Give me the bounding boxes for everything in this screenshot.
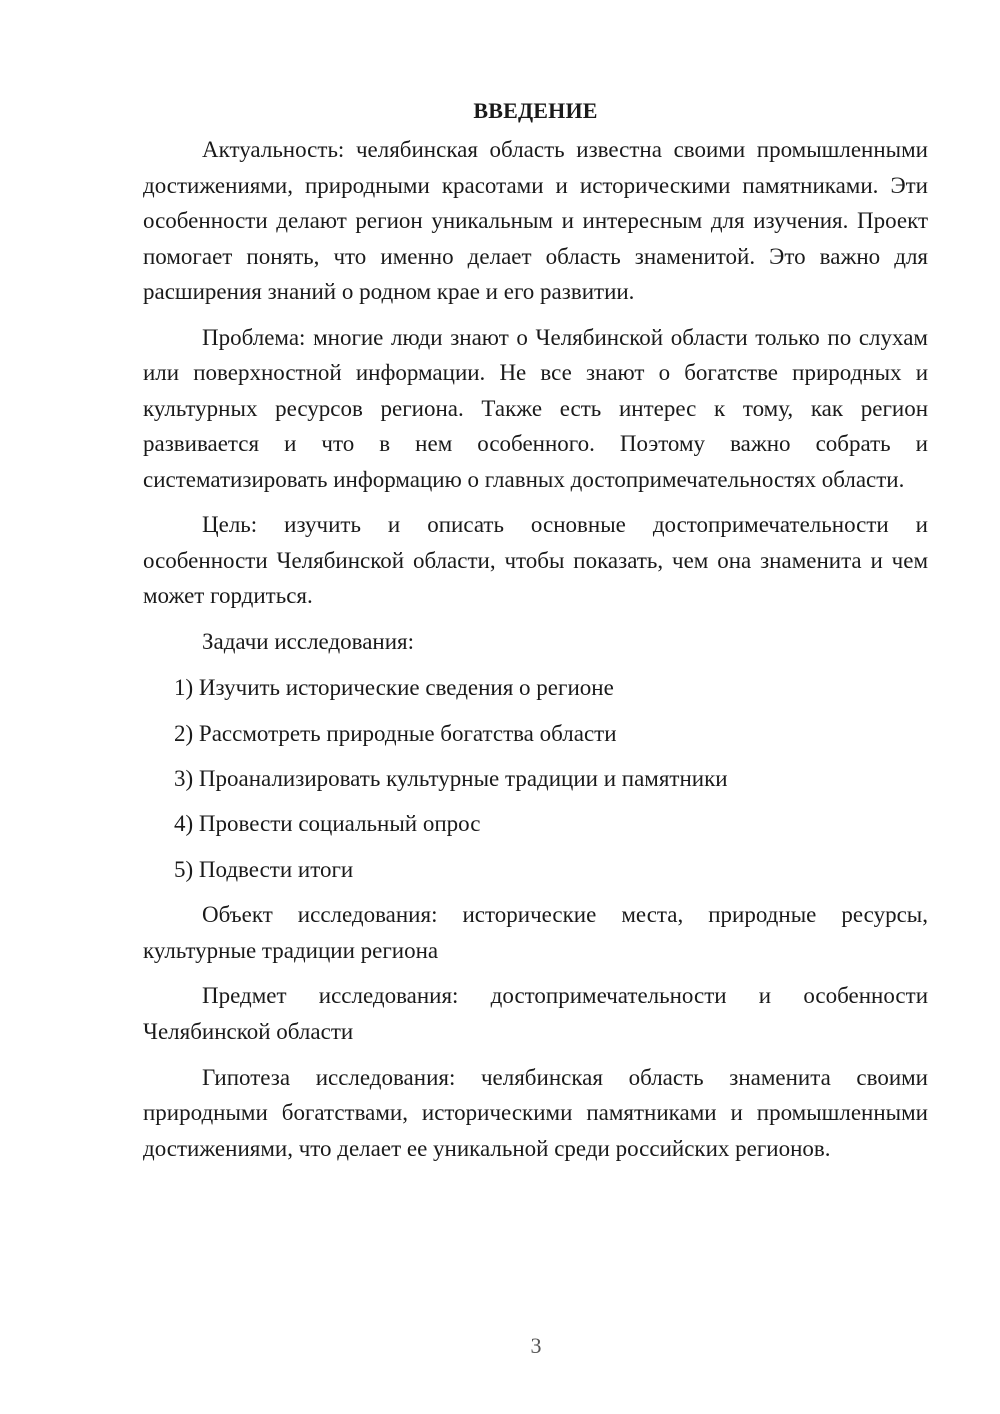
relevance-paragraph: Актуальность: челябинская область известна своими промышленными достижениями, природными красотами и историческими памятниками. Эти особенности делают регион уникальным и интересным для изучения. Проект помогает понять, что именно делает область знаменитой. Это важно для расширения знаний о родном крае и его развитии.	[143, 137, 928, 305]
list-item: 1) Изучить исторические сведения о регионе	[174, 675, 614, 701]
list-item: 5) Подвести итоги	[174, 856, 354, 882]
list-item: 4) Провести социальный опрос	[174, 811, 481, 837]
section-title: ВВЕДЕНИЕ	[473, 98, 598, 123]
goal-paragraph: Цель: изучить и описать основные достопримечательности и особенности Челябинской области, чтобы показать, чем она знаменита и чем может гордиться.	[143, 512, 928, 609]
subject-paragraph: Предмет исследования: достопримечательности и особенности Челябинской области	[143, 983, 928, 1044]
hypothesis-paragraph: Гипотеза исследования: челябинская область знаменита своими природными богатствами, историческими памятниками и промышленными достижениями, что делает ее уникальной среди российских регионов.	[143, 1064, 928, 1161]
list-item: 2) Рассмотреть природные богатства области	[174, 720, 617, 746]
page-content	[143, 93, 928, 1176]
page-number: 3	[530, 1333, 542, 1358]
problem-paragraph: Проблема: многие люди знают о Челябинской области только по слухам или поверхностной информации. Не все знают о богатстве природных и культурных ресурсов региона. Также есть интерес к тому, как регион развивается и что в нем особенного. Поэтому важно собрать и систематизировать информацию о главных достопримечательностях области.	[143, 324, 928, 492]
list-item: 3) Проанализировать культурные традиции и памятники	[174, 765, 728, 791]
object-paragraph: Объект исследования: исторические места, природные ресурсы, культурные традиции региона	[143, 902, 928, 963]
tasks-heading: Задачи исследования:	[202, 629, 415, 655]
tasks-list	[143, 670, 928, 887]
